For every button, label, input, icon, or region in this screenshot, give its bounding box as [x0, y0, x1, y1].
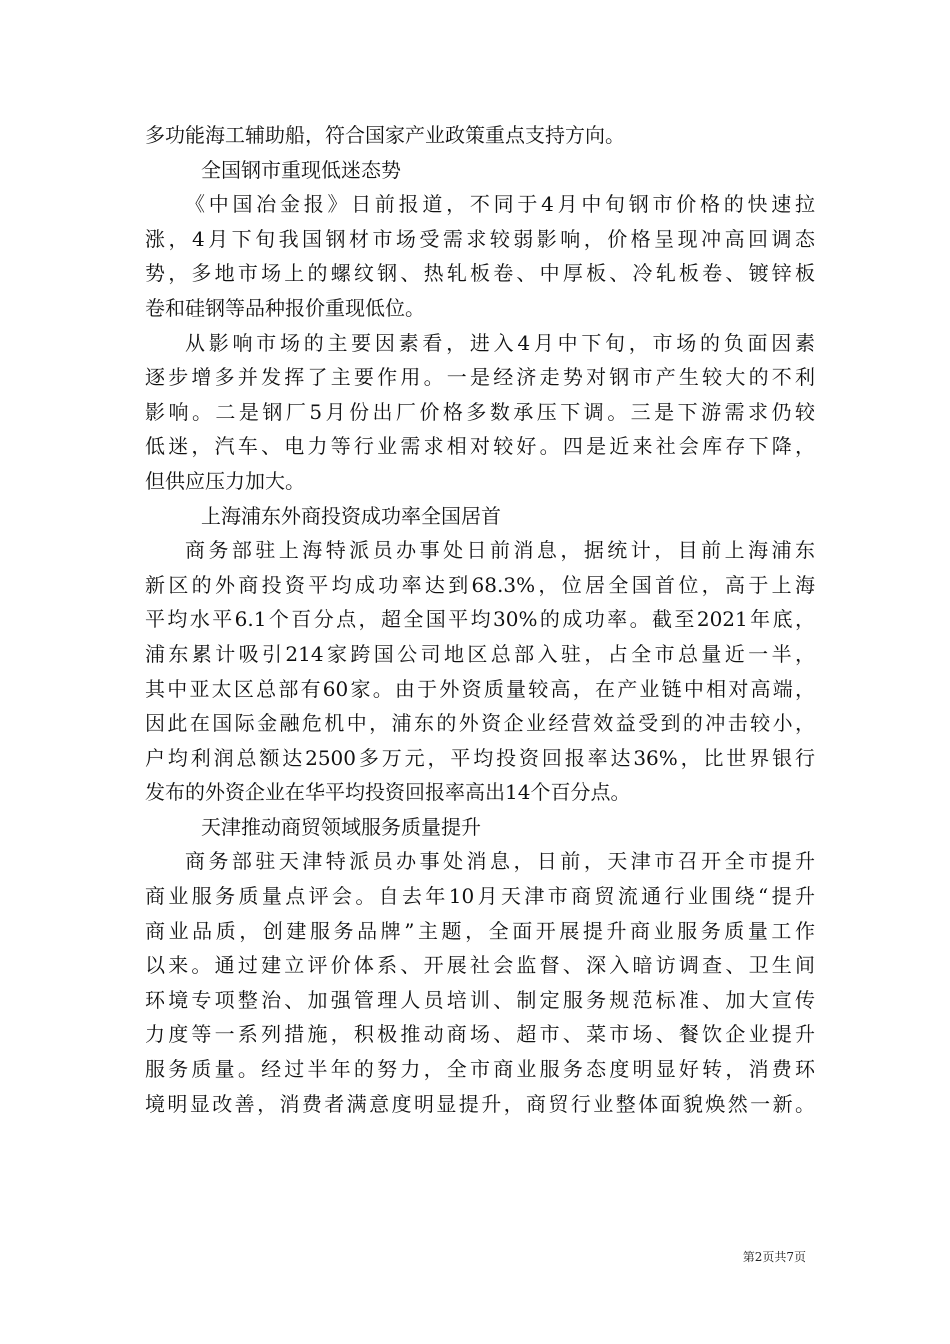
text-line: 商业品质，创建服务品牌”主题，全面开展提升商业服务质量工作: [145, 918, 815, 943]
section-heading-tianjin: 天津推动商贸领域服务质量提升: [201, 814, 481, 839]
document-body: [145, 118, 815, 1121]
text-line: 涨，4月下旬我国钢材市场受需求较弱影响，价格呈现冲高回调态: [145, 226, 815, 251]
text-line: 环境专项整治、加强管理人员培训、制定服务规范标准、加大宣传: [145, 987, 815, 1012]
text-line: 平均水平6.1个百分点，超全国平均30%的成功率。截至2021年底，: [145, 607, 815, 632]
text-line: 因此在国际金融危机中，浦东的外资企业经营效益受到的冲击较小，: [145, 711, 815, 736]
text-line: 逐步增多并发挥了主要作用。一是经济走势对钢市产生较大的不利: [145, 365, 815, 390]
text-line: 势，多地市场上的螺纹钢、热轧板卷、中厚板、冷轧板卷、镀锌板: [145, 261, 815, 286]
text-line: 但供应压力加大。: [145, 468, 305, 493]
text-line: 户均利润总额达2500多万元，平均投资回报率达36%，比世界银行: [145, 745, 815, 770]
text-line: 商业服务质量点评会。自去年10月天津市商贸流通行业围绕“提升: [145, 884, 815, 909]
text-line: 从影响市场的主要因素看，进入4月中下旬，市场的负面因素: [185, 330, 815, 355]
text-line: 其中亚太区总部有60家。由于外资质量较高，在产业链中相对高端，: [145, 676, 815, 701]
text-line: 商务部驻上海特派员办事处日前消息，据统计，目前上海浦东: [185, 538, 815, 563]
text-line: 浦东累计吸引214家跨国公司地区总部入驻，占全市总量近一半，: [145, 641, 815, 666]
text-line: 境明显改善，消费者满意度明显提升，商贸行业整体面貌焕然一新。: [145, 1091, 815, 1116]
text-line: 以来。通过建立评价体系、开展社会监督、深入暗访调查、卫生间: [145, 953, 815, 978]
page-number: 第2页共7页: [742, 1250, 806, 1264]
text-line: 新区的外商投资平均成功率达到68.3%，位居全国首位，高于上海: [145, 572, 815, 597]
text-line: 力度等一系列措施，积极推动商场、超市、菜市场、餐饮企业提升: [145, 1022, 815, 1047]
section-heading-pudong: 上海浦东外商投资成功率全国居首: [201, 503, 501, 528]
section-heading-steel-market: 全国钢市重现低迷态势: [201, 157, 401, 182]
text-line: 影响。二是钢厂5月份出厂价格多数承压下调。三是下游需求仍较: [145, 399, 815, 424]
text-line: 多功能海工辅助船，符合国家产业政策重点支持方向。: [145, 123, 625, 147]
text-line: 《中国冶金报》日前报道，不同于4月中旬钢市价格的快速拉: [185, 192, 815, 217]
text-line: 商务部驻天津特派员办事处消息，日前，天津市召开全市提升: [185, 849, 815, 874]
text-line: 发布的外资企业在华平均投资回报率高出14个百分点。: [145, 780, 631, 805]
text-line: 卷和硅钢等品种报价重现低位。: [145, 295, 425, 320]
text-line: 服务质量。经过半年的努力，全市商业服务态度明显好转，消费环: [145, 1057, 815, 1082]
text-line: 低迷，汽车、电力等行业需求相对较好。四是近来社会库存下降，: [145, 434, 815, 459]
